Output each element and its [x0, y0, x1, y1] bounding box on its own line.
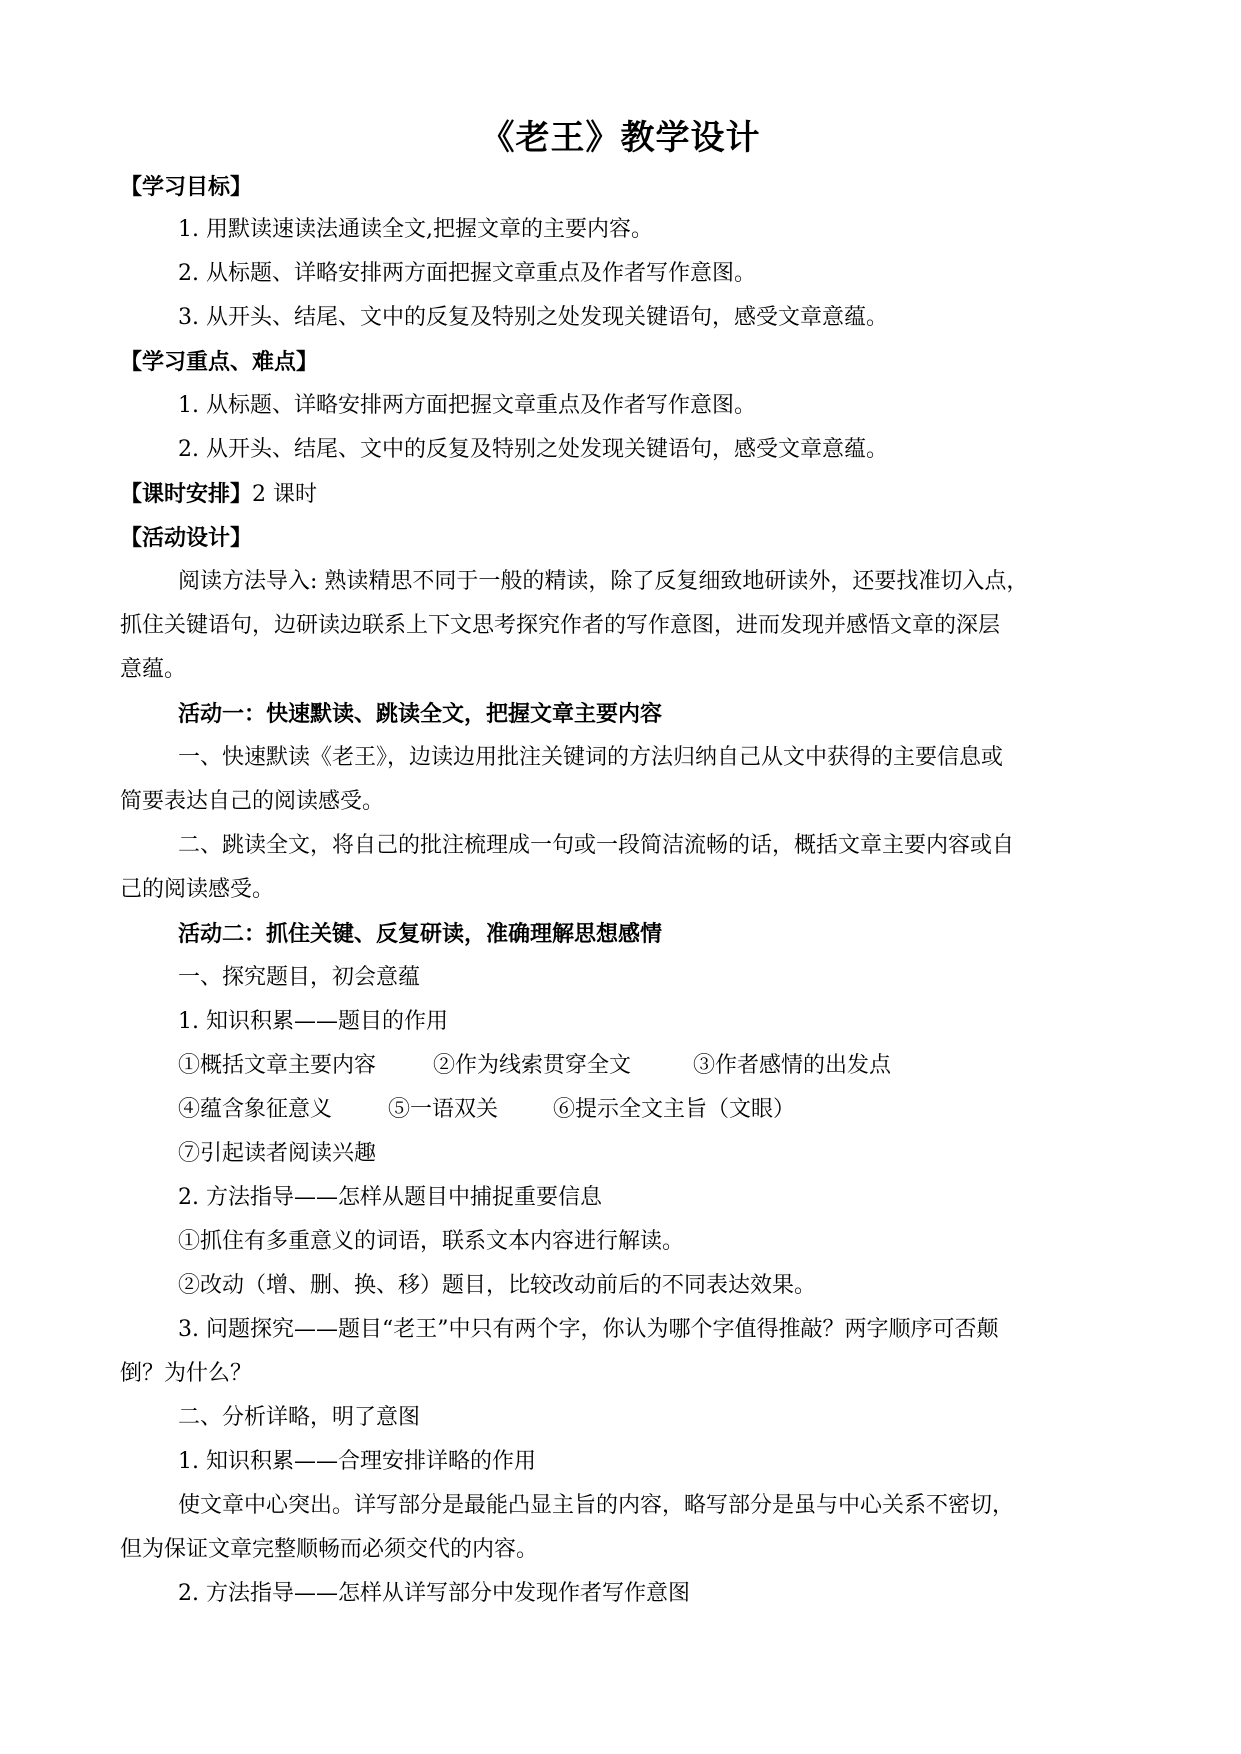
- activity1-paragraph2-line: 二、跳读全文，将自己的批注梳理成一句或一段简洁流畅的话，概括文章主要内容或自: [178, 833, 1015, 858]
- part2-text-line: 使文章中心突出。详写部分是最能凸显主旨的内容，略写部分是虽与中心关系不密切，: [178, 1493, 1015, 1518]
- activity1-paragraph2-line: 己的阅读感受。: [120, 877, 275, 902]
- activity1-paragraph1-line: 简要表达自己的阅读感受。: [120, 789, 385, 814]
- intro-line: 阅读方法导入: 熟读精思不同于一般的精读，除了反复细致地研读外，还要找准切入点，: [178, 569, 1029, 594]
- goal-item: 2. 从标题、详略安排两方面把握文章重点及作者写作意图。: [178, 261, 756, 286]
- part1-question-line: 3. 问题探究——题目“老王”中只有两个字，你认为哪个字值得推敲？两字顺序可否颠: [178, 1317, 999, 1342]
- schedule-line: [120, 479, 317, 510]
- activity1-title: 活动一：快速默读、跳读全文，把握文章主要内容: [178, 701, 663, 727]
- part1-knowledge: 1. 知识积累——题目的作用: [178, 1009, 448, 1034]
- key-points-heading: 【学习重点、难点】: [120, 349, 319, 375]
- part2-heading: 二、分析详略，明了意图: [178, 1405, 421, 1430]
- goal-item: 1. 用默读速读法通读全文,把握文章的主要内容。: [178, 217, 653, 242]
- part2-knowledge: 1. 知识积累——合理安排详略的作用: [178, 1449, 536, 1474]
- title-role-item: ⑦引起读者阅读兴趣: [178, 1141, 377, 1166]
- goals-heading: 【学习目标】: [120, 174, 253, 200]
- title-roles-row: [178, 1095, 795, 1125]
- title-role-item: ⑥提示全文主旨（文眼）: [553, 1097, 796, 1122]
- activity2-title: 活动二：抓住关键、反复研读，准确理解思想感情: [178, 921, 663, 947]
- method-item: ②改动（增、删、换、移）题目，比较改动前后的不同表达效果。: [178, 1273, 817, 1298]
- part1-question-line: 倒？为什么？: [120, 1361, 253, 1386]
- part2-method: 2. 方法指导——怎样从详写部分中发现作者写作意图: [178, 1581, 690, 1606]
- activity1-paragraph1-line: 一、快速默读《老王》，边读边用批注关键词的方法归纳自己从文中获得的主要信息或: [178, 745, 1004, 770]
- activity-heading: 【活动设计】: [120, 525, 253, 551]
- title-role-item: ④蕴含象征意义: [178, 1097, 333, 1122]
- schedule-heading: 【课时安排】: [120, 481, 253, 507]
- part2-text-line: 但为保证文章完整顺畅而必须交代的内容。: [120, 1537, 539, 1562]
- key-point-item: 2. 从开头、结尾、文中的反复及特别之处发现关键语句，感受文章意蕴。: [178, 437, 888, 462]
- title-roles-row: [178, 1139, 376, 1169]
- key-point-item: 1. 从标题、详略安排两方面把握文章重点及作者写作意图。: [178, 393, 756, 418]
- goal-item: 3. 从开头、结尾、文中的反复及特别之处发现关键语句，感受文章意蕴。: [178, 305, 888, 330]
- intro-line: 意蕴。: [120, 657, 187, 682]
- title-role-item: ②作为线索贯穿全文: [433, 1053, 632, 1078]
- document-title: 《老王》教学设计: [480, 118, 761, 158]
- title-role-item: ①概括文章主要内容: [178, 1053, 377, 1078]
- schedule-value: 2 课时: [252, 482, 318, 507]
- method-item: ①抓住有多重意义的词语，联系文本内容进行解读。: [178, 1229, 685, 1254]
- part1-method: 2. 方法指导——怎样从题目中捕捉重要信息: [178, 1185, 602, 1210]
- title-roles-row: [178, 1051, 891, 1081]
- title-role-item: ③作者感情的出发点: [693, 1053, 892, 1078]
- title-role-item: ⑤一语双关: [388, 1097, 499, 1122]
- part1-heading: 一、探究题目，初会意蕴: [178, 965, 421, 990]
- intro-line: 抓住关键语句，边研读边联系上下文思考探究作者的写作意图，进而发现并感悟文章的深层: [120, 613, 1001, 638]
